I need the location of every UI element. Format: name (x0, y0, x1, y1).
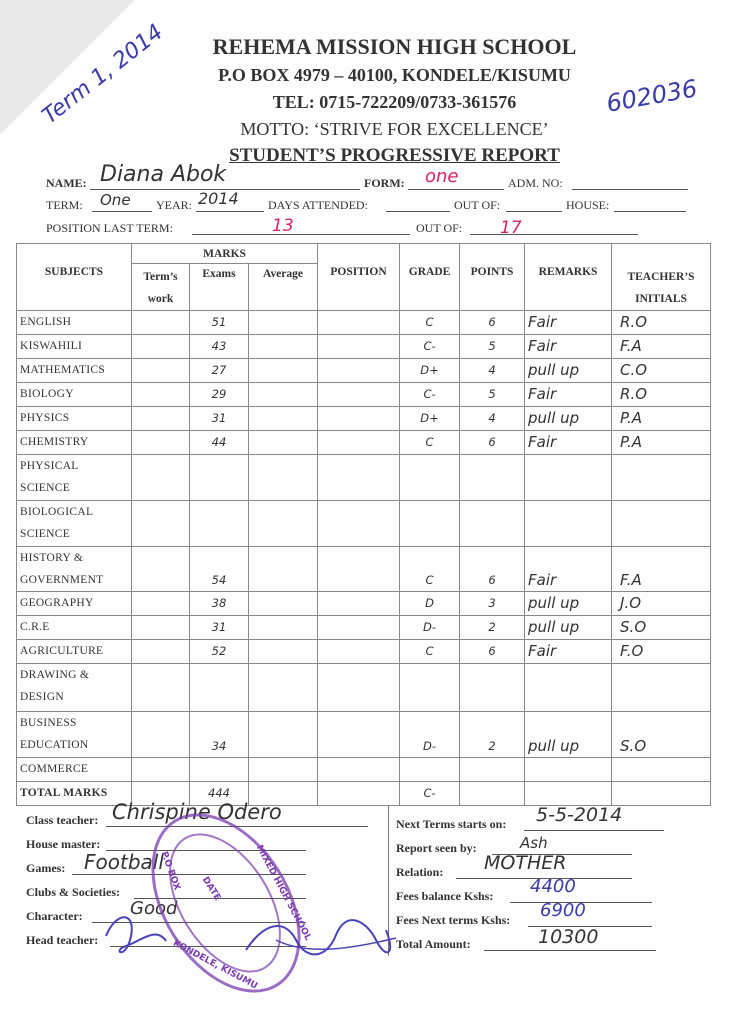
terms-work-cell (132, 640, 190, 664)
position-cell (318, 501, 400, 547)
student-year: 2014 (198, 189, 239, 208)
total-remarks (525, 782, 612, 806)
position-cell (318, 640, 400, 664)
header-points: POINTS (460, 244, 525, 311)
stamp-text-1: MIXED HIGH SCHOOL (253, 843, 313, 943)
table-row (17, 383, 711, 407)
out-of-label: OUT OF: (454, 198, 501, 212)
points-cell: 2 (460, 616, 525, 640)
remark-cell: pull up (525, 359, 612, 383)
average-cell (249, 431, 318, 455)
table-row (17, 407, 711, 431)
out-of-line (506, 211, 562, 212)
header-marks: MARKS (132, 244, 318, 264)
teacher-initials-cell: R.O (612, 311, 711, 335)
school-address: P.O BOX 4979 – 40100, KONDELE/KISUMU (218, 65, 571, 85)
position-cell (318, 664, 400, 712)
remark-cell: Fair (525, 311, 612, 335)
total-amount-line (484, 950, 656, 951)
position-cell (318, 758, 400, 782)
teacher-initials-cell (612, 664, 711, 712)
teacher-initials-cell (612, 758, 711, 782)
remark-cell: Fair (525, 640, 612, 664)
table-row (17, 311, 711, 335)
teacher-initials-cell (612, 501, 711, 547)
grade-cell: D- (400, 712, 460, 758)
character-label: Character: (26, 909, 83, 923)
exam-mark: 31 (190, 407, 249, 431)
points-cell (460, 664, 525, 712)
table-row (17, 359, 711, 383)
reference-number: 602036 (604, 74, 700, 118)
terms-work-cell (132, 335, 190, 359)
character-value: Good (130, 898, 178, 919)
games-value: Football (84, 850, 164, 874)
grade-cell: D- (400, 616, 460, 640)
fees-balance-value: 4400 (530, 876, 576, 897)
grade-cell: D+ (400, 407, 460, 431)
subject-name: BIOLOGICAL SCIENCE (17, 501, 132, 547)
stamp-text-2: DATE (199, 875, 223, 903)
header-position: POSITION (318, 244, 400, 311)
form-line (408, 189, 504, 190)
head-teacher-label: Head teacher: (26, 933, 99, 947)
teacher-initials-cell: S.O (612, 616, 711, 640)
average-cell (249, 359, 318, 383)
pos-out-of-label: OUT OF: (416, 221, 463, 235)
table-row (17, 758, 711, 782)
teacher-initials-cell: R.O (612, 383, 711, 407)
position-cell (318, 383, 400, 407)
next-term-label: Next Terms starts on: (396, 817, 507, 831)
position-cell (318, 547, 400, 592)
points-cell: 5 (460, 383, 525, 407)
exam-mark (190, 501, 249, 547)
remark-cell: Fair (525, 383, 612, 407)
points-cell: 2 (460, 712, 525, 758)
terms-work-cell (132, 501, 190, 547)
points-cell (460, 455, 525, 501)
total-marks-label: TOTAL MARKS (17, 782, 132, 806)
subject-name: BIOLOGY (17, 383, 132, 407)
position-cell (318, 407, 400, 431)
average-cell (249, 547, 318, 592)
subject-name: PHYSICAL SCIENCE (17, 455, 132, 501)
relation-value: MOTHER (484, 852, 567, 874)
terms-work-cell (132, 712, 190, 758)
exam-mark: 51 (190, 311, 249, 335)
head-teacher-signature (236, 910, 406, 970)
remark-cell: pull up (525, 592, 612, 616)
subject-name: HISTORY & GOVERNMENT (17, 547, 132, 592)
position-cell (318, 311, 400, 335)
seen-by-label: Report seen by: (396, 841, 477, 855)
terms-work-cell (132, 407, 190, 431)
terms-work-cell (132, 547, 190, 592)
terms-work-cell (132, 311, 190, 335)
points-cell: 4 (460, 407, 525, 431)
exam-mark: 43 (190, 335, 249, 359)
points-cell (460, 501, 525, 547)
terms-work-cell (132, 383, 190, 407)
grade-cell (400, 758, 460, 782)
table-row (17, 501, 711, 547)
position-cell (318, 431, 400, 455)
stamp-text-3: P.O BOX (158, 850, 182, 892)
exam-mark: 34 (190, 712, 249, 758)
position-line (192, 234, 410, 235)
table-row (17, 640, 711, 664)
terms-work-cell (132, 758, 190, 782)
average-cell (249, 616, 318, 640)
average-cell (249, 592, 318, 616)
points-cell: 6 (460, 547, 525, 592)
total-position (318, 782, 400, 806)
subject-name: BUSINESS EDUCATION (17, 712, 132, 758)
grade-cell: D (400, 592, 460, 616)
points-cell: 5 (460, 335, 525, 359)
average-cell (249, 311, 318, 335)
teacher-initials-cell: F.O (612, 640, 711, 664)
exam-mark: 31 (190, 616, 249, 640)
house-line (614, 211, 686, 212)
average-cell (249, 758, 318, 782)
teacher-initials-cell: S.O (612, 712, 711, 758)
teacher-initials-cell: F.A (612, 335, 711, 359)
points-cell: 4 (460, 359, 525, 383)
seen-by-signature: Ash (520, 834, 548, 852)
total-grade: C- (400, 782, 460, 806)
remark-cell: Fair (525, 547, 612, 592)
position-out-of: 17 (500, 218, 522, 238)
total-initials (612, 782, 711, 806)
class-teacher-name: Chrispine Odero (112, 800, 282, 824)
header-teacher-initials: TEACHER’S INITIALS (612, 244, 711, 311)
grade-cell: C (400, 311, 460, 335)
exam-mark: 52 (190, 640, 249, 664)
class-teacher-label: Class teacher: (26, 813, 99, 827)
relation-label: Relation: (396, 865, 444, 879)
days-line (386, 211, 450, 212)
points-cell: 3 (460, 592, 525, 616)
teacher-initials-cell: J.O (612, 592, 711, 616)
name-label: NAME: (46, 176, 87, 190)
school-motto: MOTTO: ‘STRIVE FOR EXCELLENCE’ (240, 119, 549, 139)
remark-cell (525, 758, 612, 782)
exam-mark: 29 (190, 383, 249, 407)
student-term: One (100, 191, 131, 209)
header-subjects: SUBJECTS (17, 244, 132, 311)
grade-cell: C- (400, 383, 460, 407)
grade-cell (400, 664, 460, 712)
total-points (460, 782, 525, 806)
term-line (92, 211, 152, 212)
exam-mark: 38 (190, 592, 249, 616)
remark-cell: pull up (525, 407, 612, 431)
school-tel: TEL: 0715-722209/0733-361576 (272, 92, 517, 112)
year-line (196, 211, 264, 212)
fees-next-label: Fees Next terms Kshs: (396, 913, 511, 927)
house-label: HOUSE: (566, 198, 610, 212)
remark-cell (525, 664, 612, 712)
next-term-date: 5-5-2014 (536, 804, 623, 826)
remark-cell: Fair (525, 335, 612, 359)
teacher-initials-cell (612, 455, 711, 501)
position-cell (318, 616, 400, 640)
remark-cell (525, 455, 612, 501)
year-label: YEAR: (156, 198, 192, 212)
position-cell (318, 335, 400, 359)
total-marks-value: 444 (190, 782, 249, 806)
next-term-line (524, 830, 664, 831)
average-cell (249, 383, 318, 407)
grade-cell: C- (400, 335, 460, 359)
grade-cell (400, 501, 460, 547)
school-name: REHEMA MISSION HIGH SCHOOL (212, 34, 577, 59)
position-cell (318, 712, 400, 758)
average-cell (249, 664, 318, 712)
student-name: Diana Abok (100, 162, 227, 187)
terms-work-cell (132, 359, 190, 383)
table-row (17, 547, 711, 592)
report-title: STUDENT’S PROGRESSIVE REPORT (229, 145, 560, 166)
position-cell (318, 455, 400, 501)
fees-next-value: 6900 (540, 900, 586, 921)
teacher-initials-cell: C.O (612, 359, 711, 383)
table-row (17, 431, 711, 455)
subject-name: C.R.E (17, 616, 132, 640)
adm-label: ADM. NO: (508, 176, 563, 190)
clubs-label: Clubs & Societies: (26, 885, 120, 899)
position-cell (318, 592, 400, 616)
subject-name: ENGLISH (17, 311, 132, 335)
form-label: FORM: (364, 176, 405, 190)
subject-name: CHEMISTRY (17, 431, 132, 455)
table-row (17, 616, 711, 640)
points-cell (460, 758, 525, 782)
position-last-term-label: POSITION LAST TERM: (46, 221, 173, 235)
marks-table (16, 243, 711, 806)
header-grade: GRADE (400, 244, 460, 311)
pos-out-of-line (470, 234, 638, 235)
subject-name: MATHEMATICS (17, 359, 132, 383)
remark-cell: pull up (525, 616, 612, 640)
terms-work-cell (132, 431, 190, 455)
terms-work-cell (132, 616, 190, 640)
average-cell (249, 501, 318, 547)
points-cell: 6 (460, 640, 525, 664)
points-cell: 6 (460, 311, 525, 335)
points-cell: 6 (460, 431, 525, 455)
header-remarks: REMARKS (525, 244, 612, 311)
teacher-initials-cell: P.A (612, 407, 711, 431)
header-average: Average (249, 264, 318, 311)
average-cell (249, 712, 318, 758)
grade-cell (400, 455, 460, 501)
terms-work-cell (132, 664, 190, 712)
adm-line (572, 189, 688, 190)
grade-cell: C (400, 431, 460, 455)
stamp-text-4: KONDELE, KISUMU (171, 938, 260, 992)
subject-name: KISWAHILI (17, 335, 132, 359)
subject-name: PHYSICS (17, 407, 132, 431)
header-exams: Exams (190, 264, 249, 311)
header-terms-work: Term’s work (132, 264, 190, 311)
average-cell (249, 455, 318, 501)
grade-cell: C (400, 547, 460, 592)
subject-name: COMMERCE (17, 758, 132, 782)
grade-cell: C (400, 640, 460, 664)
table-row (17, 335, 711, 359)
subject-name: AGRICULTURE (17, 640, 132, 664)
terms-work-cell (132, 455, 190, 501)
total-amount-label: Total Amount: (396, 937, 471, 951)
house-master-label: House master: (26, 837, 101, 851)
table-row (17, 455, 711, 501)
character-scribble (96, 906, 176, 956)
games-label: Games: (26, 861, 66, 875)
table-row (17, 664, 711, 712)
exam-mark: 54 (190, 547, 249, 592)
teacher-initials-cell: P.A (612, 431, 711, 455)
remark-cell: Fair (525, 431, 612, 455)
table-row (17, 712, 711, 758)
exam-mark: 44 (190, 431, 249, 455)
average-cell (249, 335, 318, 359)
subject-name: DRAWING & DESIGN (17, 664, 132, 712)
term-note: Term 1, 2014 (37, 19, 168, 130)
terms-work-cell (132, 592, 190, 616)
teacher-initials-cell: F.A (612, 547, 711, 592)
average-cell (249, 640, 318, 664)
fees-balance-label: Fees balance Kshs: (396, 889, 494, 903)
exam-mark (190, 664, 249, 712)
student-form: one (425, 166, 459, 187)
position-last-term: 13 (272, 216, 294, 236)
subject-name: GEOGRAPHY (17, 592, 132, 616)
total-amount-value: 10300 (538, 926, 599, 948)
exam-mark (190, 758, 249, 782)
table-row (17, 592, 711, 616)
grade-cell: D+ (400, 359, 460, 383)
average-cell (249, 407, 318, 431)
exam-mark: 27 (190, 359, 249, 383)
exam-mark (190, 455, 249, 501)
remark-cell: pull up (525, 712, 612, 758)
position-cell (318, 359, 400, 383)
term-label: TERM: (46, 198, 83, 212)
days-attended-label: DAYS ATTENDED: (268, 198, 368, 212)
remark-cell (525, 501, 612, 547)
